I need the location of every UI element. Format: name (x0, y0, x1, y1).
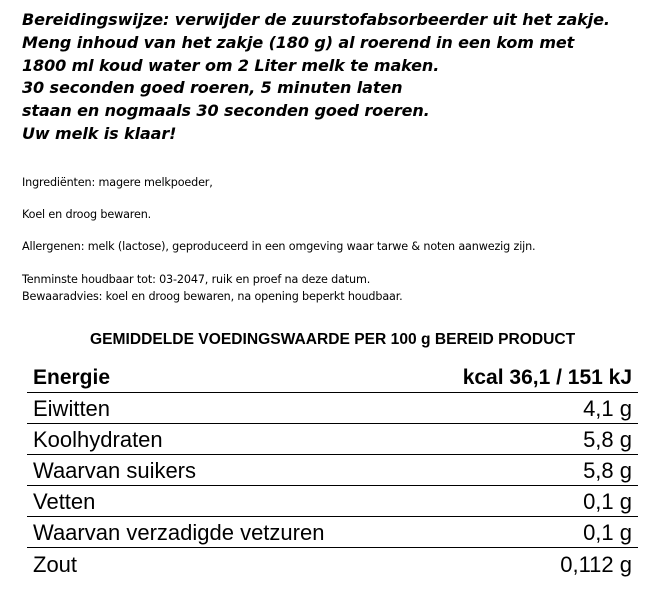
storage-text: Koel en droog bewaren. (22, 208, 152, 221)
preparation-line: Uw melk is klaar! (22, 123, 177, 143)
preparation-line: 1800 ml koud water om 2 Liter melk te maken. (22, 55, 440, 75)
ingredients-text: Ingrediënten: magere melkpoeder, (22, 176, 213, 189)
nutrition-value: 4,1 g (583, 396, 632, 421)
nutrition-row-carbohydrates (27, 424, 638, 455)
nutrition-label: Vetten (33, 489, 96, 514)
nutrition-label: Zout (33, 552, 78, 577)
nutrition-value: 5,8 g (583, 427, 632, 452)
nutrition-label: Waarvan verzadigde vetzuren (33, 520, 325, 545)
nutrition-row-protein (27, 393, 638, 424)
storage-advice-text: Bewaaradvies: koel en droog bewaren, na opening beperkt houdbaar. (22, 290, 403, 303)
preparation-line: Meng inhoud van het zakje (180 g) al roerend in een kom met (22, 32, 575, 52)
nutrition-value: 0,1 g (583, 489, 632, 514)
preparation-line: 30 seconden goed roeren, 5 minuten laten (22, 78, 403, 98)
preparation-line: Bereidingswijze: verwijder de zuurstofabsorbeerder uit het zakje. (22, 10, 610, 29)
nutrition-value: 5,8 g (583, 458, 632, 483)
nutrition-label: Eiwitten (33, 396, 111, 421)
nutrition-label: Energie (33, 366, 111, 389)
nutrition-row-sugars (27, 455, 638, 486)
best-before-text: Tenminste houdbaar tot: 03-2047, ruik en proef na deze datum. (22, 273, 371, 286)
nutrition-label: Waarvan suikers (33, 458, 197, 483)
nutrition-row-salt (27, 548, 638, 579)
allergens-text: Allergenen: melk (lactose), geproduceerd in een omgeving waar tarwe & noten aanwezig zijn. (22, 240, 536, 253)
nutrition-label: Koolhydraten (33, 427, 163, 452)
nutrition-row-saturated-fat (27, 517, 638, 548)
nutrition-value: kcal 36,1 / 151 kJ (462, 366, 632, 389)
nutrition-table (27, 362, 638, 579)
nutrition-value: 0,112 g (560, 552, 632, 577)
shelf-life-block (22, 271, 403, 305)
preparation-line: staan en nogmaals 30 seconden goed roeren. (22, 101, 430, 121)
nutrition-row-energy (27, 362, 638, 393)
nutrition-value: 0,1 g (583, 520, 632, 545)
nutrition-row-fat (27, 486, 638, 517)
nutrition-table-title: GEMIDDELDE VOEDINGSWAARDE PER 100 g BEREID PRODUCT (90, 331, 576, 348)
preparation-instructions (22, 9, 652, 146)
